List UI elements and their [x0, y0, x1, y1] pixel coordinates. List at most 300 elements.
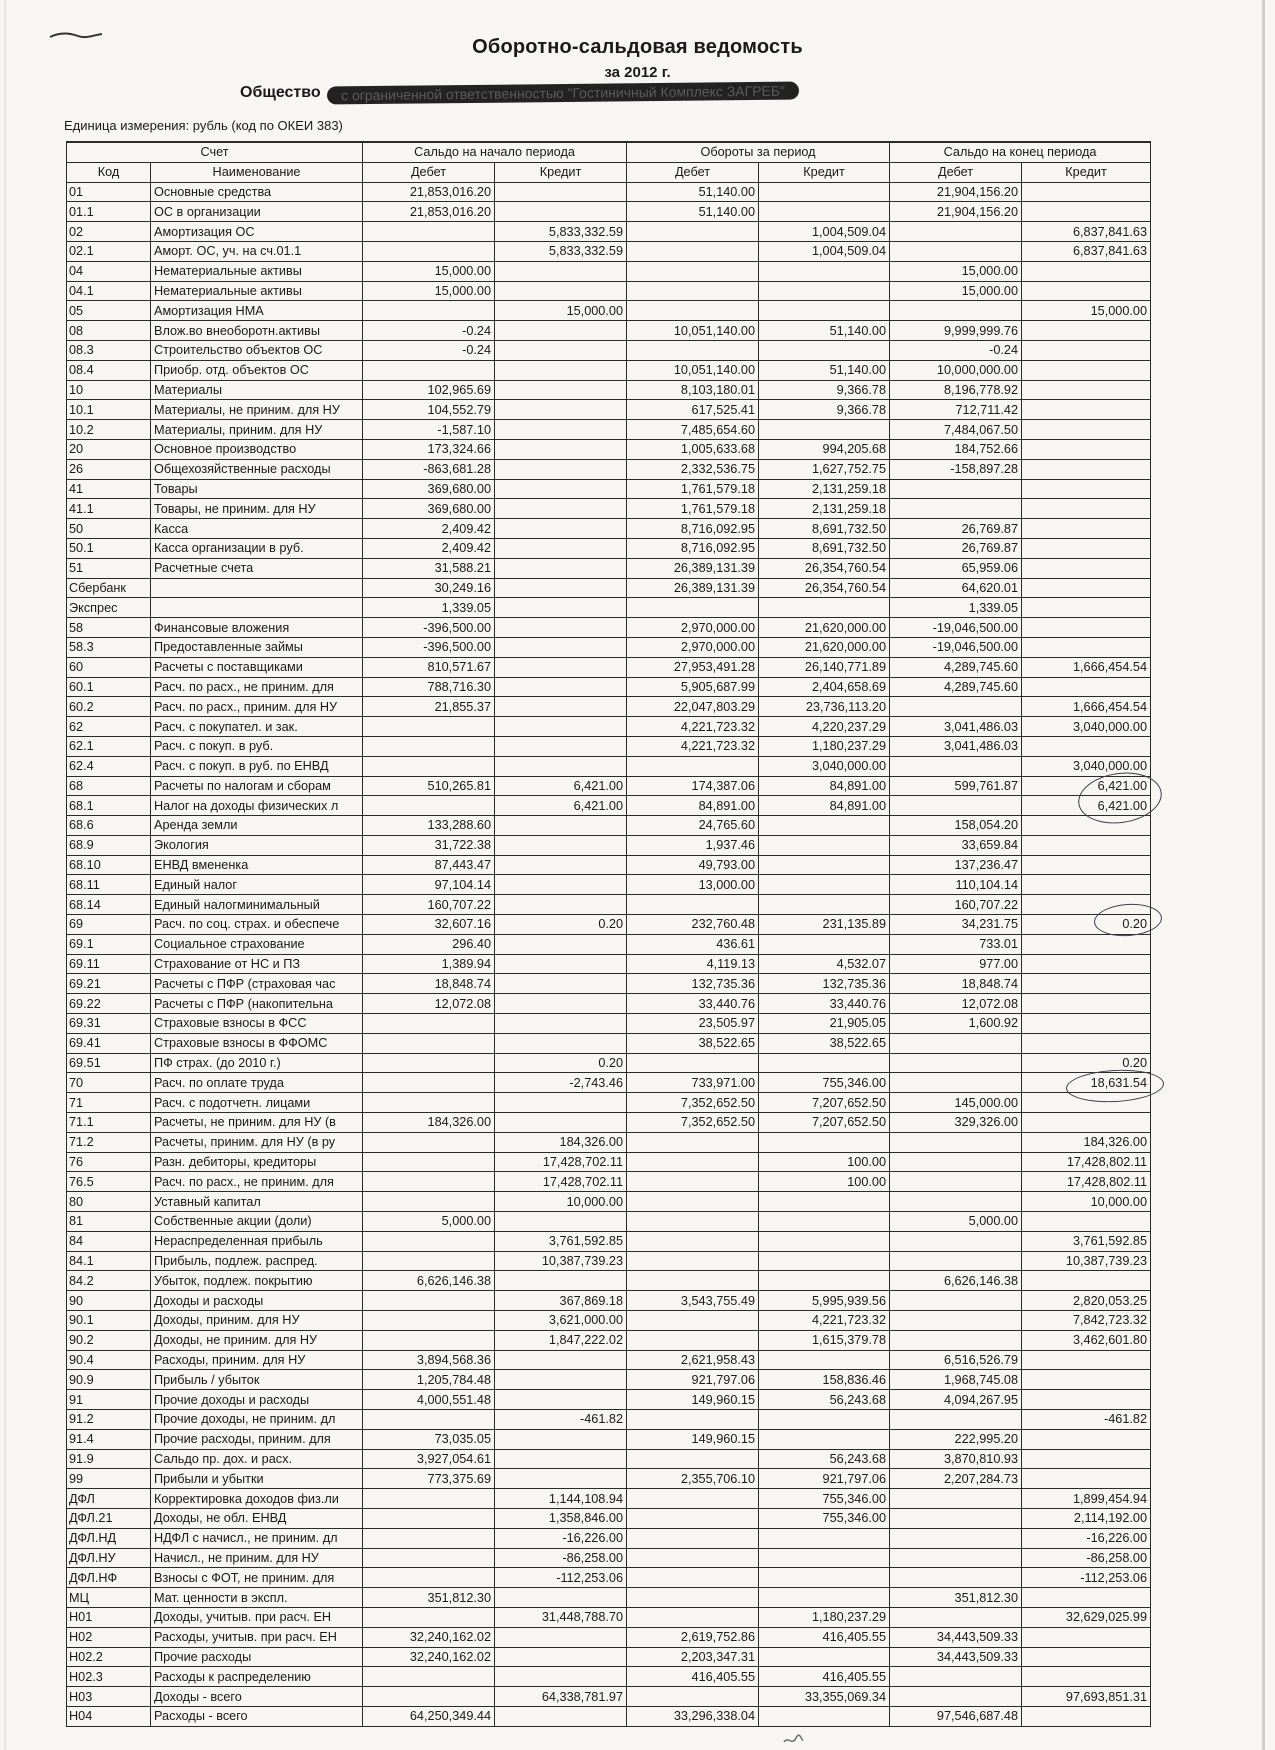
- cell-turnover-credit: [759, 875, 890, 895]
- cell-opening-credit: [495, 459, 627, 479]
- cell-closing-credit: [1022, 261, 1151, 281]
- cell-closing-debit: 26,769.87: [890, 538, 1022, 558]
- cell-opening-credit: [495, 439, 627, 459]
- cell-name: Предоставленные займы: [151, 637, 363, 657]
- cell-code: 01: [67, 182, 151, 202]
- cell-opening-credit: [495, 974, 627, 994]
- table-row: [67, 1132, 1151, 1152]
- cell-turnover-credit: [759, 1548, 890, 1568]
- cell-closing-debit: [890, 1251, 1022, 1271]
- cell-opening-debit: [363, 241, 495, 261]
- cell-turnover-credit: [759, 1588, 890, 1608]
- cell-turnover-debit: 8,716,092.95: [627, 519, 759, 539]
- cell-opening-debit: [363, 1291, 495, 1311]
- cell-opening-debit: 64,250,349.44: [363, 1706, 495, 1726]
- cell-name: Влож.во внеоборотн.активы: [151, 321, 363, 341]
- cell-turnover-debit: 1,005,633.68: [627, 439, 759, 459]
- cell-turnover-debit: 23,505.97: [627, 1014, 759, 1034]
- cell-turnover-debit: [627, 1568, 759, 1588]
- cell-closing-credit: [1022, 974, 1151, 994]
- table-row: [67, 202, 1151, 222]
- table-row: [67, 1568, 1151, 1588]
- cell-turnover-debit: 7,352,652.50: [627, 1113, 759, 1133]
- cell-code: 90: [67, 1291, 151, 1311]
- cell-name: ОС в организации: [151, 202, 363, 222]
- organization-label: Общество: [240, 84, 321, 101]
- cell-turnover-credit: [759, 1350, 890, 1370]
- cell-opening-debit: 1,205,784.48: [363, 1370, 495, 1390]
- cell-closing-credit: -112,253.06: [1022, 1568, 1151, 1588]
- cell-code: 68.1: [67, 796, 151, 816]
- cell-turnover-credit: [759, 598, 890, 618]
- cell-opening-debit: 788,716.30: [363, 677, 495, 697]
- cell-closing-debit: 110,104.14: [890, 875, 1022, 895]
- cell-turnover-credit: 21,620,000.00: [759, 637, 890, 657]
- cell-code: 04.1: [67, 281, 151, 301]
- cell-turnover-debit: [627, 895, 759, 915]
- cell-opening-debit: [363, 1132, 495, 1152]
- cell-name: Расч. по расх., не приним. для: [151, 1172, 363, 1192]
- cell-opening-credit: [495, 677, 627, 697]
- cell-turnover-debit: 3,543,755.49: [627, 1291, 759, 1311]
- cell-turnover-credit: [759, 835, 890, 855]
- cell-name: Разн. дебиторы, кредиторы: [151, 1152, 363, 1172]
- cell-closing-credit: [1022, 1627, 1151, 1647]
- cell-opening-credit: [495, 756, 627, 776]
- organization-name-redacted: с ограниченной ответственностью "Гостиничный Комплекс ЗАГРЕБ": [327, 82, 799, 105]
- cell-closing-credit: 0.20: [1022, 1053, 1151, 1073]
- cell-code: Экспрес: [67, 598, 151, 618]
- cell-turnover-debit: 617,525.41: [627, 400, 759, 420]
- cell-code: 68.10: [67, 855, 151, 875]
- cell-code: 91.9: [67, 1449, 151, 1469]
- cell-opening-debit: 15,000.00: [363, 261, 495, 281]
- cell-turnover-credit: 100.00: [759, 1152, 890, 1172]
- cell-name: Основное производство: [151, 439, 363, 459]
- cell-turnover-debit: [627, 1330, 759, 1350]
- cell-turnover-debit: 33,296,338.04: [627, 1706, 759, 1726]
- cell-name: НДФЛ с начисл., не приним. дл: [151, 1528, 363, 1548]
- cell-turnover-credit: [759, 340, 890, 360]
- cell-name: Касса: [151, 519, 363, 539]
- cell-code: 99: [67, 1469, 151, 1489]
- cell-name: Расчеты с ПФР (накопительна: [151, 994, 363, 1014]
- cell-turnover-credit: 3,040,000.00: [759, 756, 890, 776]
- cell-closing-debit: [890, 479, 1022, 499]
- cell-code: 62: [67, 717, 151, 737]
- cell-closing-credit: [1022, 598, 1151, 618]
- cell-name: Расходы, учитыв. при расч. ЕН: [151, 1627, 363, 1647]
- cell-name: Социальное страхование: [151, 934, 363, 954]
- cell-turnover-debit: 2,619,752.86: [627, 1627, 759, 1647]
- cell-code: 02.1: [67, 241, 151, 261]
- cell-closing-credit: [1022, 538, 1151, 558]
- cell-turnover-debit: 1,761,579.18: [627, 499, 759, 519]
- cell-name: [151, 598, 363, 618]
- cell-opening-debit: [363, 1172, 495, 1192]
- table-row: [67, 1212, 1151, 1232]
- cell-turnover-credit: [759, 855, 890, 875]
- header-opening-debit: Дебет: [363, 162, 495, 182]
- cell-closing-debit: 1,600.92: [890, 1014, 1022, 1034]
- cell-code: 91: [67, 1390, 151, 1410]
- cell-closing-credit: [1022, 736, 1151, 756]
- cell-closing-debit: 34,443,509.33: [890, 1647, 1022, 1667]
- table-row: [67, 1330, 1151, 1350]
- cell-code: 68: [67, 776, 151, 796]
- cell-turnover-debit: [627, 1528, 759, 1548]
- cell-turnover-credit: 56,243.68: [759, 1390, 890, 1410]
- cell-turnover-debit: 733,971.00: [627, 1073, 759, 1093]
- cell-closing-credit: 32,629,025.99: [1022, 1607, 1151, 1627]
- cell-opening-debit: 296.40: [363, 934, 495, 954]
- cell-turnover-credit: [759, 895, 890, 915]
- cell-code: 26: [67, 459, 151, 479]
- cell-closing-credit: [1022, 1014, 1151, 1034]
- cell-closing-debit: 4,094,267.95: [890, 1390, 1022, 1410]
- cell-opening-debit: -0.24: [363, 321, 495, 341]
- cell-closing-debit: [890, 1053, 1022, 1073]
- cell-opening-debit: [363, 1073, 495, 1093]
- cell-closing-credit: [1022, 618, 1151, 638]
- cell-code: ДФЛ.НУ: [67, 1548, 151, 1568]
- table-row: [67, 1706, 1151, 1726]
- cell-closing-credit: 6,421.00: [1022, 776, 1151, 796]
- cell-closing-debit: [890, 1291, 1022, 1311]
- cell-closing-debit: [890, 1132, 1022, 1152]
- cell-opening-credit: [495, 479, 627, 499]
- cell-opening-credit: 10,000.00: [495, 1192, 627, 1212]
- cell-closing-credit: [1022, 1271, 1151, 1291]
- cell-turnover-credit: [759, 1251, 890, 1271]
- table-row: [67, 1667, 1151, 1687]
- cell-closing-debit: 3,870,810.93: [890, 1449, 1022, 1469]
- header-turnover-credit: Кредит: [759, 162, 890, 182]
- cell-opening-credit: 1,358,846.00: [495, 1508, 627, 1528]
- cell-opening-debit: 369,680.00: [363, 499, 495, 519]
- cell-turnover-debit: [627, 1172, 759, 1192]
- cell-opening-debit: [363, 756, 495, 776]
- cell-opening-credit: [495, 1469, 627, 1489]
- cell-code: 69.51: [67, 1053, 151, 1073]
- cell-name: Мат. ценности в экспл.: [151, 1588, 363, 1608]
- cell-code: 08: [67, 321, 151, 341]
- cell-turnover-debit: 5,905,687.99: [627, 677, 759, 697]
- cell-turnover-credit: 9,366.78: [759, 380, 890, 400]
- cell-name: Сальдо пр. дох. и расх.: [151, 1449, 363, 1469]
- cell-opening-debit: 133,288.60: [363, 816, 495, 836]
- header-turnover-debit: Дебет: [627, 162, 759, 182]
- cell-name: Корректировка доходов физ.ли: [151, 1489, 363, 1509]
- cell-opening-debit: 30,249.16: [363, 578, 495, 598]
- cell-opening-credit: 31,448,788.70: [495, 1607, 627, 1627]
- cell-opening-debit: [363, 1687, 495, 1707]
- cell-opening-debit: 104,552.79: [363, 400, 495, 420]
- cell-closing-credit: [1022, 1370, 1151, 1390]
- cell-turnover-credit: 158,836.46: [759, 1370, 890, 1390]
- cell-closing-debit: [890, 1311, 1022, 1331]
- cell-closing-debit: [890, 301, 1022, 321]
- cell-turnover-debit: 22,047,803.29: [627, 697, 759, 717]
- table-row: [67, 1370, 1151, 1390]
- table-row: [67, 222, 1151, 242]
- cell-opening-debit: 87,443.47: [363, 855, 495, 875]
- cell-opening-debit: [363, 1607, 495, 1627]
- cell-name: Расч. по соц. страх. и обеспече: [151, 915, 363, 935]
- cell-turnover-debit: [627, 241, 759, 261]
- cell-closing-credit: [1022, 934, 1151, 954]
- table-row: [67, 954, 1151, 974]
- cell-name: Касса организации в руб.: [151, 538, 363, 558]
- cell-closing-debit: 64,620.01: [890, 578, 1022, 598]
- cell-name: Расч. по расх., приним. для НУ: [151, 697, 363, 717]
- cell-closing-debit: [890, 1607, 1022, 1627]
- cell-turnover-debit: 10,051,140.00: [627, 321, 759, 341]
- cell-name: Начисл., не приним. для НУ: [151, 1548, 363, 1568]
- table-row: [67, 301, 1151, 321]
- cell-turnover-debit: [627, 1053, 759, 1073]
- cell-closing-credit: [1022, 816, 1151, 836]
- cell-code: 71.2: [67, 1132, 151, 1152]
- cell-opening-debit: 184,326.00: [363, 1113, 495, 1133]
- cell-closing-debit: 222,995.20: [890, 1429, 1022, 1449]
- cell-turnover-debit: 2,355,706.10: [627, 1469, 759, 1489]
- cell-name: Страхование от НС и ПЗ: [151, 954, 363, 974]
- cell-turnover-credit: 38,522.65: [759, 1033, 890, 1053]
- table-row: [67, 1429, 1151, 1449]
- table-row: [67, 1489, 1151, 1509]
- cell-opening-credit: [495, 954, 627, 974]
- cell-opening-credit: [495, 895, 627, 915]
- cell-closing-debit: 34,231.75: [890, 915, 1022, 935]
- cell-closing-credit: [1022, 1469, 1151, 1489]
- cell-turnover-debit: [627, 1410, 759, 1430]
- header-turnover: Обороты за период: [627, 142, 890, 162]
- cell-code: 69.22: [67, 994, 151, 1014]
- cell-turnover-credit: [759, 816, 890, 836]
- header-opening-balance: Сальдо на начало периода: [363, 142, 627, 162]
- cell-opening-debit: [363, 1528, 495, 1548]
- cell-opening-debit: 21,855.37: [363, 697, 495, 717]
- cell-name: Нематериальные активы: [151, 281, 363, 301]
- cell-closing-debit: 65,959.06: [890, 558, 1022, 578]
- cell-opening-credit: [495, 934, 627, 954]
- cell-opening-credit: 6,421.00: [495, 776, 627, 796]
- cell-closing-debit: 21,904,156.20: [890, 182, 1022, 202]
- cell-name: Расч. по оплате труда: [151, 1073, 363, 1093]
- cell-opening-credit: [495, 261, 627, 281]
- cell-closing-credit: [1022, 479, 1151, 499]
- cell-opening-credit: [495, 657, 627, 677]
- cell-code: 51: [67, 558, 151, 578]
- cell-code: 90.2: [67, 1330, 151, 1350]
- scan-edge-right: [1262, 0, 1265, 1750]
- cell-turnover-debit: 13,000.00: [627, 875, 759, 895]
- cell-code: Н01: [67, 1607, 151, 1627]
- cell-opening-debit: [363, 1231, 495, 1251]
- cell-turnover-credit: 132,735.36: [759, 974, 890, 994]
- cell-code: Н02.3: [67, 1667, 151, 1687]
- table-row: [67, 479, 1151, 499]
- cell-name: Расч. по расх., не приним. для: [151, 677, 363, 697]
- cell-opening-credit: [495, 855, 627, 875]
- table-row: [67, 974, 1151, 994]
- cell-code: 70: [67, 1073, 151, 1093]
- cell-closing-debit: 977.00: [890, 954, 1022, 974]
- cell-opening-credit: [495, 321, 627, 341]
- cell-turnover-debit: [627, 598, 759, 618]
- cell-code: Н02.2: [67, 1647, 151, 1667]
- cell-opening-credit: [495, 340, 627, 360]
- cell-opening-credit: [495, 202, 627, 222]
- cell-name: Финансовые вложения: [151, 618, 363, 638]
- cell-turnover-credit: [759, 1053, 890, 1073]
- cell-opening-credit: [495, 1033, 627, 1053]
- cell-turnover-credit: 1,004,509.04: [759, 222, 890, 242]
- table-row: [67, 994, 1151, 1014]
- cell-code: 69: [67, 915, 151, 935]
- cell-opening-debit: [363, 1192, 495, 1212]
- cell-closing-debit: -19,046,500.00: [890, 618, 1022, 638]
- cell-opening-credit: 3,621,000.00: [495, 1311, 627, 1331]
- table-row: [67, 598, 1151, 618]
- table-row: [67, 1449, 1151, 1469]
- header-name: Наименование: [151, 162, 363, 182]
- cell-name: Единый налогминимальный: [151, 895, 363, 915]
- cell-turnover-debit: 2,203,347.31: [627, 1647, 759, 1667]
- cell-opening-credit: 1,144,108.94: [495, 1489, 627, 1509]
- cell-turnover-debit: [627, 340, 759, 360]
- cell-opening-debit: 12,072.08: [363, 994, 495, 1014]
- cell-closing-debit: 4,289,745.60: [890, 657, 1022, 677]
- cell-code: 04: [67, 261, 151, 281]
- cell-closing-credit: [1022, 677, 1151, 697]
- cell-closing-credit: 10,000.00: [1022, 1192, 1151, 1212]
- cell-turnover-debit: [627, 1231, 759, 1251]
- cell-turnover-debit: 1,937.46: [627, 835, 759, 855]
- cell-opening-credit: 0.20: [495, 915, 627, 935]
- cell-turnover-debit: 26,389,131.39: [627, 558, 759, 578]
- cell-closing-debit: [890, 1231, 1022, 1251]
- cell-opening-debit: 2,409.42: [363, 538, 495, 558]
- table-row: [67, 796, 1151, 816]
- cell-turnover-credit: 2,131,259.18: [759, 499, 890, 519]
- cell-closing-credit: [1022, 994, 1151, 1014]
- table-row: [67, 1251, 1151, 1271]
- cell-opening-debit: 31,588.21: [363, 558, 495, 578]
- cell-opening-credit: [495, 1706, 627, 1726]
- cell-turnover-debit: 174,387.06: [627, 776, 759, 796]
- cell-opening-credit: [495, 994, 627, 1014]
- cell-code: 69.11: [67, 954, 151, 974]
- cell-opening-debit: 32,240,162.02: [363, 1627, 495, 1647]
- cell-turnover-debit: [627, 1607, 759, 1627]
- cell-opening-debit: -0.24: [363, 340, 495, 360]
- cell-name: Товары, не приним. для НУ: [151, 499, 363, 519]
- cell-name: [151, 578, 363, 598]
- cell-code: ДФЛ.21: [67, 1508, 151, 1528]
- cell-turnover-credit: 921,797.06: [759, 1469, 890, 1489]
- cell-turnover-credit: 7,207,652.50: [759, 1113, 890, 1133]
- cell-name: Убыток, подлеж. покрытию: [151, 1271, 363, 1291]
- cell-code: 69.21: [67, 974, 151, 994]
- cell-opening-debit: [363, 1568, 495, 1588]
- cell-turnover-credit: [759, 182, 890, 202]
- cell-code: 71: [67, 1093, 151, 1113]
- cell-turnover-credit: 84,891.00: [759, 796, 890, 816]
- cell-opening-credit: [495, 1093, 627, 1113]
- cell-opening-debit: [363, 1033, 495, 1053]
- cell-opening-debit: [363, 1330, 495, 1350]
- cell-closing-credit: [1022, 400, 1151, 420]
- cell-code: Сбербанк: [67, 578, 151, 598]
- table-body: [67, 182, 1151, 1726]
- cell-code: 50.1: [67, 538, 151, 558]
- cell-code: 90.9: [67, 1370, 151, 1390]
- cell-closing-credit: [1022, 380, 1151, 400]
- cell-turnover-credit: [759, 1706, 890, 1726]
- cell-code: Н02: [67, 1627, 151, 1647]
- cell-closing-credit: [1022, 835, 1151, 855]
- cell-code: МЦ: [67, 1588, 151, 1608]
- cell-code: 76: [67, 1152, 151, 1172]
- table-row: [67, 340, 1151, 360]
- cell-name: Расчеты с поставщиками: [151, 657, 363, 677]
- table-row: [67, 915, 1151, 935]
- cell-opening-credit: [495, 1390, 627, 1410]
- cell-name: Страховые взносы в ФСС: [151, 1014, 363, 1034]
- cell-turnover-debit: 49,793.00: [627, 855, 759, 875]
- cell-code: 69.1: [67, 934, 151, 954]
- cell-code: 02: [67, 222, 151, 242]
- cell-closing-debit: 1,339.05: [890, 598, 1022, 618]
- cell-turnover-credit: 231,135.89: [759, 915, 890, 935]
- cell-opening-credit: -86,258.00: [495, 1548, 627, 1568]
- cell-closing-credit: [1022, 202, 1151, 222]
- table-row: [67, 1469, 1151, 1489]
- table-row: [67, 1231, 1151, 1251]
- table-row: [67, 1113, 1151, 1133]
- table-row: [67, 875, 1151, 895]
- cell-turnover-debit: 27,953,491.28: [627, 657, 759, 677]
- cell-closing-credit: [1022, 855, 1151, 875]
- cell-turnover-debit: 149,960.15: [627, 1429, 759, 1449]
- cell-turnover-credit: 416,405.55: [759, 1627, 890, 1647]
- cell-turnover-credit: 9,366.78: [759, 400, 890, 420]
- cell-closing-debit: 18,848.74: [890, 974, 1022, 994]
- cell-name: Доходы, не приним. для НУ: [151, 1330, 363, 1350]
- cell-closing-debit: [890, 1548, 1022, 1568]
- cell-closing-credit: [1022, 1429, 1151, 1449]
- cell-name: Прибыль / убыток: [151, 1370, 363, 1390]
- cell-turnover-credit: [759, 1192, 890, 1212]
- table-row: [67, 895, 1151, 915]
- cell-turnover-credit: [759, 1231, 890, 1251]
- cell-turnover-debit: [627, 222, 759, 242]
- cell-turnover-credit: 26,354,760.54: [759, 578, 890, 598]
- table-row: [67, 717, 1151, 737]
- cell-opening-credit: 64,338,781.97: [495, 1687, 627, 1707]
- cell-turnover-debit: 33,440.76: [627, 994, 759, 1014]
- cell-opening-credit: [495, 1647, 627, 1667]
- cell-opening-credit: [495, 875, 627, 895]
- cell-opening-debit: [363, 717, 495, 737]
- cell-closing-debit: 34,443,509.33: [890, 1627, 1022, 1647]
- cell-opening-debit: 18,848.74: [363, 974, 495, 994]
- cell-name: Расходы - всего: [151, 1706, 363, 1726]
- table-row: [67, 578, 1151, 598]
- cell-opening-credit: 3,761,592.85: [495, 1231, 627, 1251]
